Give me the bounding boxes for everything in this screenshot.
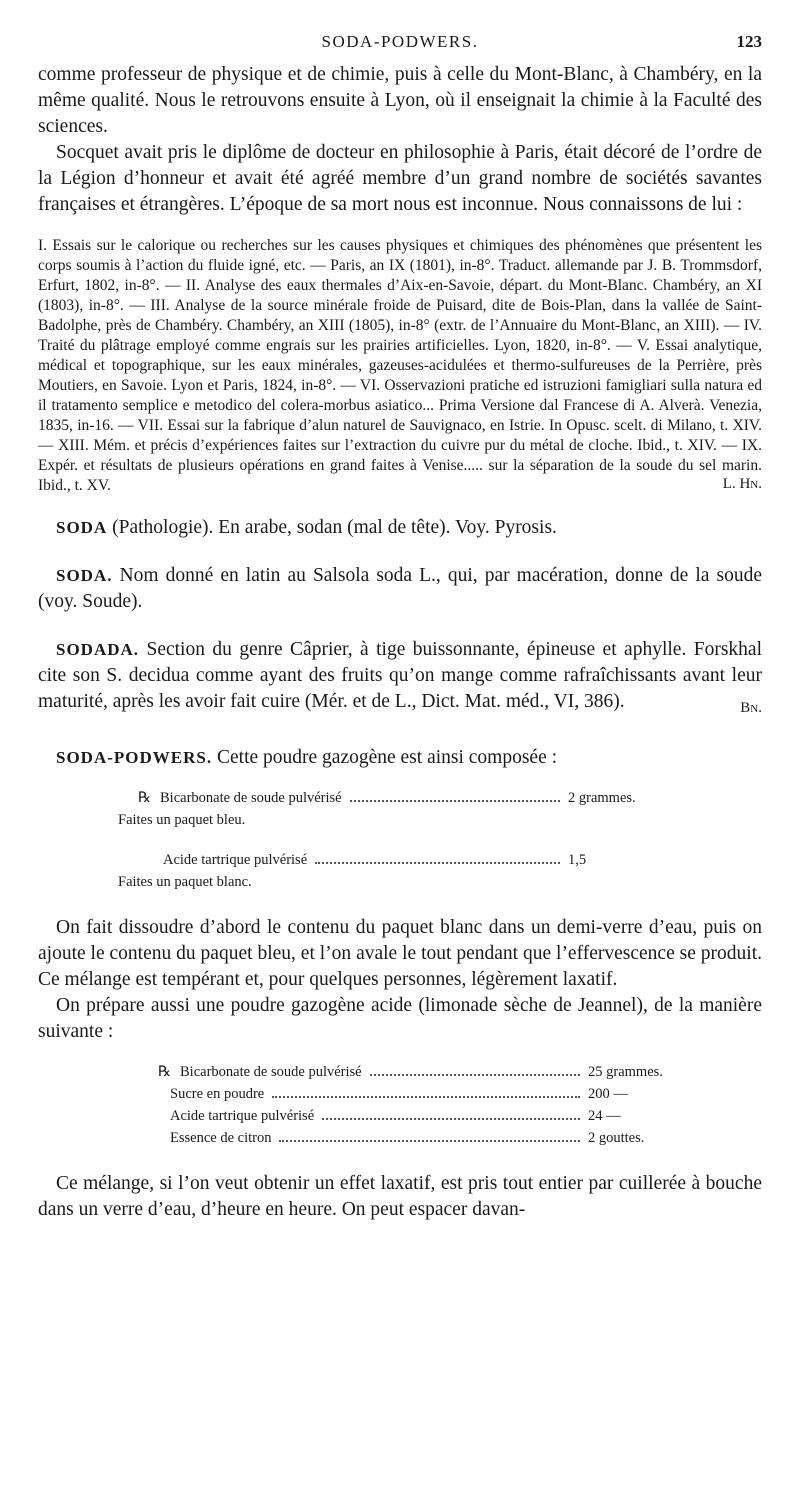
entry-soda-podwers (38, 745, 762, 771)
entry-soda (38, 563, 762, 615)
dot-leader (322, 1118, 580, 1120)
formula-note: Faites un paquet bleu. (118, 812, 246, 828)
formula-note: Faites un paquet blanc. (118, 874, 252, 890)
ingredient-quantity: 2 gouttes. (588, 1130, 645, 1146)
ingredient-name: Essence de citron (170, 1130, 272, 1146)
entry-headword: SODA (56, 518, 108, 537)
dot-leader (272, 1096, 580, 1098)
running-head: SODA-PODWERS. (321, 32, 479, 51)
entry-sodada (38, 637, 762, 715)
page-number: 123 (736, 32, 762, 51)
body-paragraph-2: On prépare aussi une poudre gazogène acide (limonade sèche de Jeannel), de la manière suivante : (38, 995, 762, 1042)
entry-soda-pathologie (38, 515, 762, 541)
body-paragraph-1: On fait dissoudre d’abord le contenu du paquet blanc dans un demi-verre d’eau, puis on ajoute le contenu du paquet bleu, et l’on avale le tout pendant que l’effervescence se produit. Ce mélange est tempérant et, pour quelques personnes, légèrement laxatif. (38, 917, 762, 990)
formula-row (158, 1061, 718, 1083)
bibliography: I. Essais sur le calorique ou recherches sur les causes physiques et chimiques des phénomènes que présentent les corps soumis à l’action du fluide igné, etc. — Paris, an IX (1801), in-8°. Traduct. allemande par J. B. Trommsdorf, Erfurt, 1802, in-8°. — II. Analyse des eaux thermales d’Aix-en-Savoie, départ. du Mont-Blanc. Chambéry, an XI (1803), in-8°. — III. Analyse de la source minérale froide de Puisard, dite de Bois-Plan, dans la vallée de Saint-Badolphe, près de Chambéry. Chambéry, an XIII (1805), in-8° (extr. de l’Annuaire du Mont-Blanc, an XIII). — IV. Traité du plâtrage employé comme engrais sur les prairies artificielles. Lyon, 1820, in-8°. — V. Essai analytique, médical et topographique, sur les eaux minérales, gazeuses-acidulées et thermo-sulfureuses de la Perrière, près Moutiers, en Savoie. Lyon et Paris, 1824, in-8°. — VI. Osservazioni pratiche ed istruzioni famigliari sulla natura ed il tratamento semplice e metodico del colera-morbus asiatico... Prima Versione dal Francese di A. Alverà. Venezia, 1835, in-16. — VII. Essai sur la fabrique d’alun naturel de Sauvignaco, en Istrie. In Opusc. scelt. di Milano, t. XIV. — XIII. Mém. et précis d’expériences faites sur l’extraction du cuivre pur du métal de cloche. Ibid., t. XIV. — IX. Expér. et résultats de plusieurs opérations en grand faites à Venise..... sur la séparation de la soude du sel marin. Ibid., t. XV. (38, 237, 762, 494)
ingredient-name: Bicarbonate de soude pulvérisé (160, 790, 342, 806)
ingredient-quantity: 25 grammes. (588, 1064, 663, 1080)
formula-row (158, 1083, 718, 1105)
entry-text: Section du genre Câprier, à tige buissonnante, épineuse et aphylle. Forskhal cite son S. decidua comme ayant des fruits qu’on mange comme rafraîchissants avant leur maturité, après les avoir fait cuire (Mér. et de L., Dict. Mat. méd., VI, 386). (38, 639, 762, 712)
body-section-2 (38, 915, 762, 1045)
ingredient-quantity: 1,5 (568, 852, 587, 868)
dot-leader (350, 800, 560, 802)
formula-row (163, 849, 698, 871)
page-header (38, 32, 762, 54)
recipe-symbol-icon: ℞ (158, 1064, 171, 1080)
dot-leader (370, 1074, 580, 1076)
entry-text: Cette poudre gazogène est ainsi composée : (216, 747, 558, 768)
intro-paragraph-2: Socquet avait pris le diplôme de docteur en philosophie à Paris, était décoré de l’ordre de la Légion d’honneur et avait été agréé membre d’un grand nombre de sociétés savantes françaises et étrangères. L’époque de sa mort nous est inconnue. Nous connaissons de lui : (38, 142, 762, 215)
page-body (38, 62, 762, 1223)
formula-row (138, 787, 698, 809)
intro-paragraph-1: comme professeur de physique et de chimie, puis à celle du Mont-Blanc, à Chambéry, en la même qualité. Nous le retrouvons ensuite à Lyon, où il enseignait la chimie à la Faculté des sciences. (38, 64, 762, 137)
entry-headword: SODA-PODWERS. (56, 748, 213, 767)
formula-1 (38, 787, 762, 893)
entry-text: (Pathologie). En arabe, sodan (mal de tête). Voy. Pyrosis. (112, 517, 557, 538)
ingredient-quantity: 2 grammes. (568, 790, 636, 806)
ingredient-name: Acide tartrique pulvérisé (170, 1108, 315, 1124)
formula-2 (38, 1061, 762, 1149)
dot-leader (279, 1140, 580, 1142)
entry-text: Nom donné en latin au Salsola soda L., qui, par macération, donne de la soude (voy. Soude). (38, 565, 763, 612)
formula-row (158, 1105, 718, 1127)
ingredient-name: Acide tartrique pulvérisé (163, 852, 308, 868)
entry-headword: SODA. (56, 566, 113, 585)
recipe-symbol-icon: ℞ (138, 790, 151, 806)
bibliography-signature: L. Hn. (722, 476, 762, 492)
entry-signature: Bn. (740, 700, 762, 716)
ingredient-name: Bicarbonate de soude pulvérisé (180, 1064, 362, 1080)
ingredient-quantity: 24 — (588, 1108, 621, 1124)
entry-headword: SODADA. (56, 640, 140, 659)
dot-leader (315, 862, 560, 864)
closing-paragraph: Ce mélange, si l’on veut obtenir un effet laxatif, est pris tout entier par cuillerée à bouche dans un verre d’eau, d’heure en heure. On peut espacer davan- (38, 1173, 762, 1220)
ingredient-name: Sucre en poudre (170, 1086, 265, 1102)
ingredient-quantity: 200 — (588, 1086, 628, 1102)
formula-row (158, 1127, 718, 1149)
